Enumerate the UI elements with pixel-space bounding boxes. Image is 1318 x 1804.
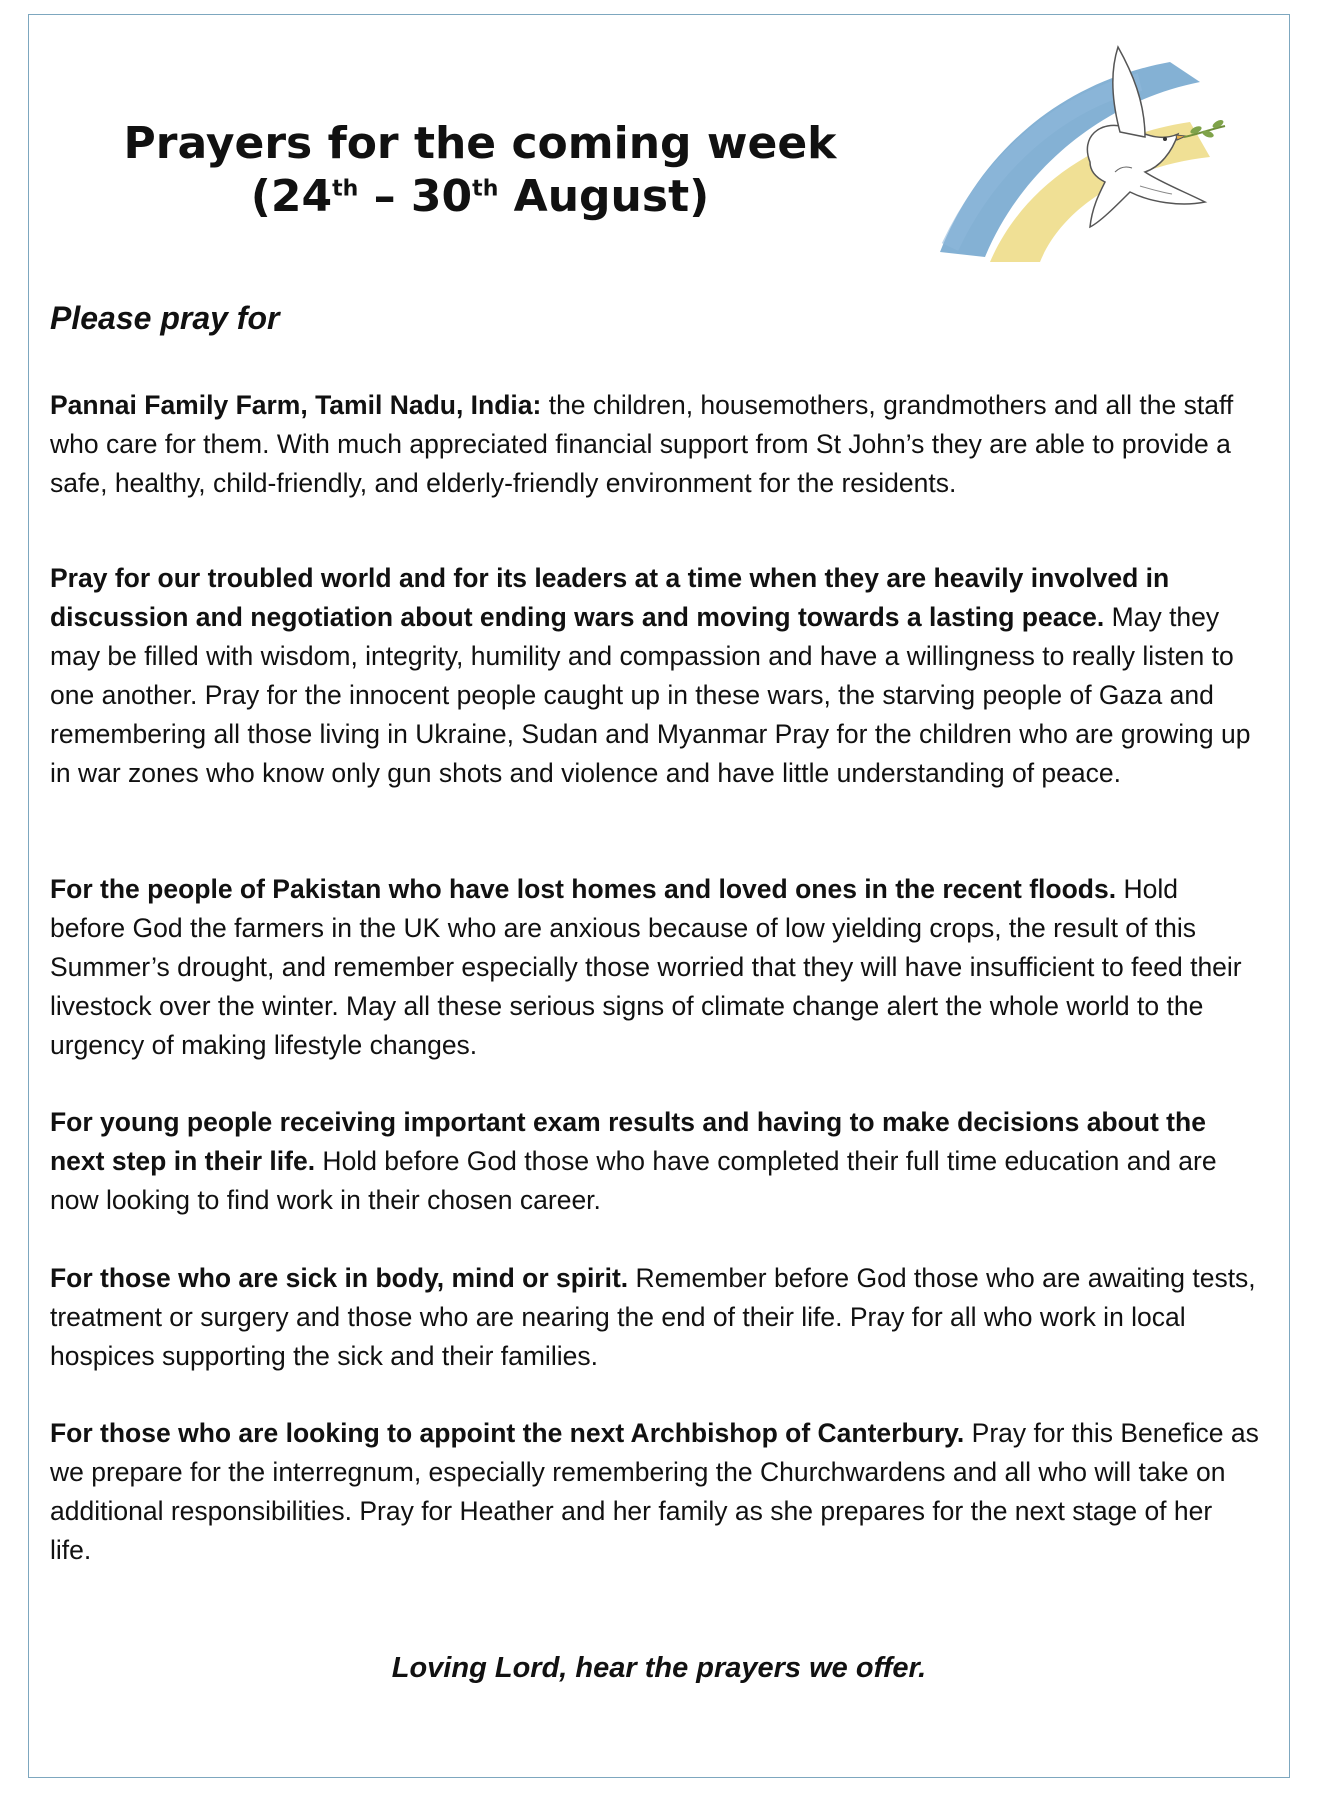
prayer-item-lead: For those who are looking to appoint the next Archbishop of Canterbury. [50,1418,965,1448]
prayer-item-body: the children, housemothers, grandmothers and all the staff who care for them. With much appreciated financial support from St John’s they are able to provide a safe, healthy, child-friendly, and elderly-friendly environment for the residents. [50,390,1234,498]
prayer-item-lead: For those who are sick in body, mind or spirit. [50,1263,629,1293]
prayer-item-lead: Pannai Family Farm, Tamil Nadu, India: [50,390,542,420]
prayer-item-lead: For the people of Pakistan who have lost homes and loved ones in the recent floods. [50,874,1117,904]
title-date-start: (24 [250,170,333,222]
dove-with-olive-branch-icon [940,42,1250,262]
title-month: August) [498,170,710,222]
prayer-item-body: Hold before God those who have completed their full time education and are now looking to find work in their chosen career. [50,1146,1217,1215]
title-sup-2: th [472,176,499,202]
prayer-item-world-peace [50,559,1260,793]
title-sup-1: th [332,176,359,202]
title-line-1: Prayers for the coming week [123,118,837,169]
prayer-item-young-people [50,1103,1260,1220]
prayer-item-body: Remember before God those who are awaiting tests, treatment or surgery and those who are nearing the end of their life. Pray for all who work in local hospices supporting the sick and their families. [50,1263,1256,1371]
prayer-item-pannai [50,386,1260,503]
prayer-item-pakistan-floods [50,870,1260,1065]
prayer-item-body: Pray for this Benefice as we prepare for the interregnum, especially remembering the Churchwardens and all who will take on additional responsibilities. Pray for Heather and her family as she prepares for the next stage of her life. [50,1418,1259,1565]
title-date-dash: – 30 [358,170,473,222]
prayer-item-sick [50,1259,1260,1376]
page-title [80,118,880,224]
prayer-item-lead: For young people receiving important exam results and having to make decisions about the next step in their life. [50,1107,1206,1176]
title-line-2 [80,171,880,224]
prayer-item-body: May they may be filled with wisdom, integrity, humility and compassion and have a willingness to really listen to one another. Pray for the innocent people caught up in these wars, the starving people of Gaza and remembering all those living in Ukraine, Sudan and Myanmar Pray for the children who are growing up in war zones who know only gun shots and violence and have little understanding of peace. [50,602,1251,788]
prayer-item-lead: Pray for our troubled world and for its leaders at a time when they are heavily involved in discussion and negotiation about ending wars and moving towards a lasting peace. [50,563,1170,632]
prayer-item-archbishop [50,1414,1260,1570]
closing-prayer: Loving Lord, hear the prayers we offer. [391,1652,927,1684]
prayer-item-body: Hold before God the farmers in the UK who are anxious because of low yielding crops, the result of this Summer’s drought, and remember especially those worried that they will have insufficient to feed their livestock over the winter. May all these serious signs of climate change alert the whole world to the urgency of making lifestyle changes. [50,874,1242,1060]
section-heading: Please pray for [50,300,280,336]
